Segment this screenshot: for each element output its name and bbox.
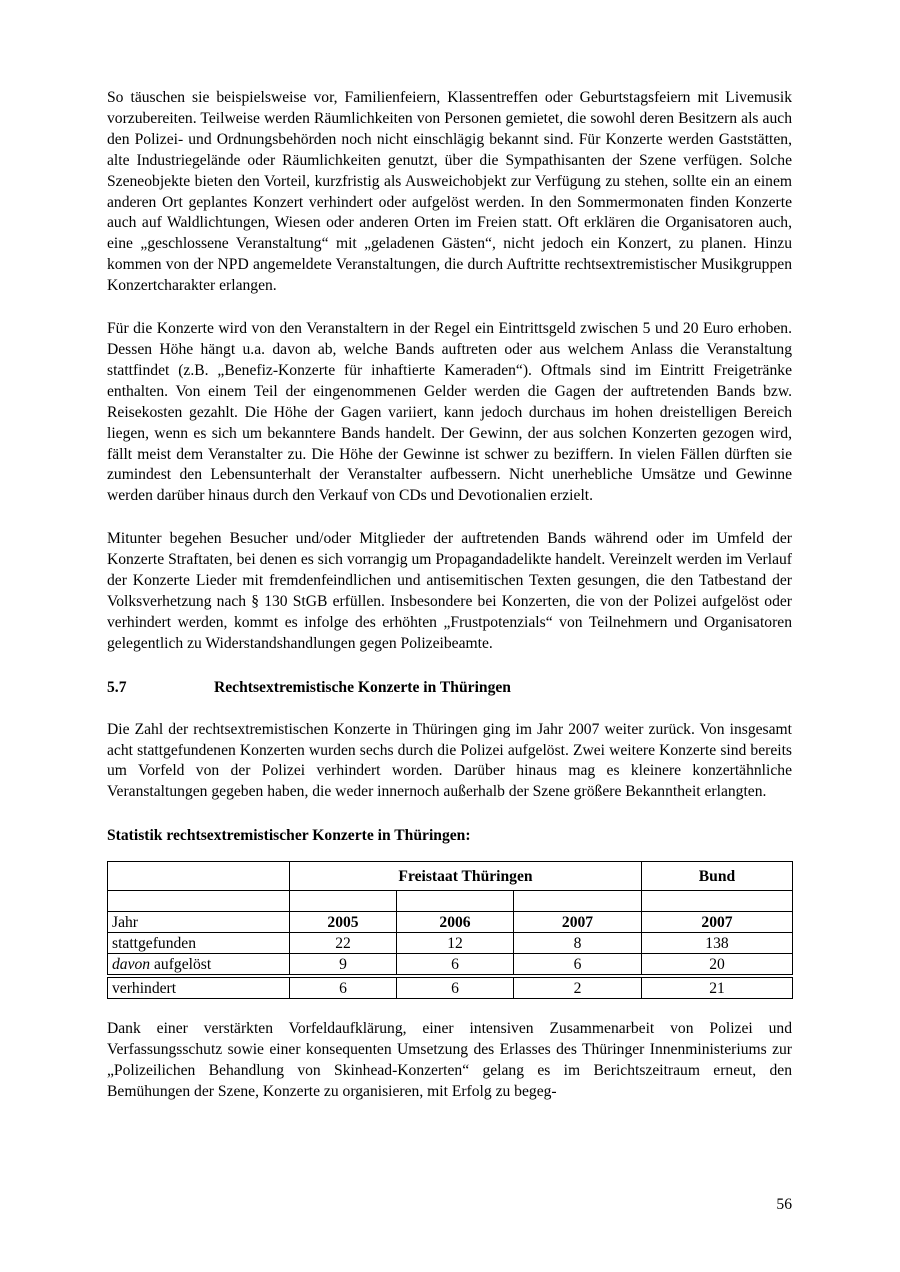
statistics-table [107,861,793,999]
blank-cell [514,891,642,912]
table-cell: 6 [290,976,397,999]
header-bund: Bund [642,862,793,891]
row-label-prefix: davon [112,955,151,973]
section-heading [107,677,792,698]
blank-cell [642,891,793,912]
table-title: Statistik rechtsextremistischer Konzerte in Thüringen: [107,827,471,845]
paragraph-1: So täuschen sie beispielsweise vor, Familienfeiern, Klassentreffen oder Geburtstagsfeiern mit Livemusik vorzubereiten. Teilweise werden Räumlichkeiten von Personen gemietet, die sowohl deren Besitzern als auch den Polizei- und Ordnungsbehörden noch nicht einschlägig bekannt sind. Für Konzerte werden Gaststätten, alte Industriegelände oder Räumlichkeiten genutzt, über die Sympathisanten der Szene verfügen. Solche Szeneobjekte bieten den Vorteil, kurzfristig als Ausweichobjekt zur Verfügung zu stehen, sollte ein an einem anderen Ort geplantes Konzert verhindert oder aufgelöst werden. In den Sommermonaten finden Konzerte auch auf Waldlichtungen, Wiesen oder anderen Orten im Freien statt. Oft erklären die Organisatoren auch, eine „geschlossene Veranstaltung“ mit „geladenen Gästen“, nicht jedoch ein Konzert, zu planen. Hinzu kommen von der NPD angemeldete Veranstaltungen, die durch Auftritte rechtsextremistischer Musikgruppen Konzertcharakter erlangen. [107,89,792,295]
row-label [108,954,290,977]
table-year-row [108,912,793,933]
row-label [108,933,290,954]
row-label [108,976,290,999]
document-page [107,88,792,1103]
paragraph-5: Dank einer verstärkten Vorfeldaufklärung, einer intensiven Zusammenarbeit von Polizei und Verfassungsschutz sowie einer konsequenten Umsetzung des Erlasses des Thüringer Innenministeriums zur „Polizeilichen Behandlung von Skinhead-Konzerten“ gelang es im Berichtszeitraum erneut, den Bemühungen der Szene, Konzerte zu organisieren, mit Erfolg zu begeg- [107,1020,792,1100]
table-row [108,976,793,999]
table-cell: 6 [397,954,514,977]
table-cell: 20 [642,954,793,977]
blank-cell [290,891,397,912]
table-cell: 9 [290,954,397,977]
year-cell: 2007 [642,912,793,933]
table-cell: 21 [642,976,793,999]
table-cell: 8 [514,933,642,954]
year-label: Jahr [108,912,290,933]
page-number: 56 [776,1196,792,1213]
table-header-row [108,862,793,891]
section-number: 5.7 [107,678,127,696]
table-cell: 6 [397,976,514,999]
table-cell: 6 [514,954,642,977]
year-cell: 2007 [514,912,642,933]
header-freistaat: Freistaat Thüringen [290,862,642,891]
row-label-text: verhindert [112,979,177,997]
table-header-empty [108,862,290,891]
row-label-text: stattgefunden [112,934,197,952]
year-cell: 2006 [397,912,514,933]
year-cell: 2005 [290,912,397,933]
table-cell: 2 [514,976,642,999]
table-row [108,933,793,954]
section-title: Rechtsextremistische Konzerte in Thüringen [214,678,511,696]
table-blank-row [108,891,793,912]
table-cell: 12 [397,933,514,954]
blank-cell [397,891,514,912]
row-label-text: aufgelöst [150,955,212,973]
paragraph-3: Mitunter begehen Besucher und/oder Mitglieder der auftretenden Bands während oder im Umfeld der Konzerte Straftaten, bei denen es sich vorrangig um Propagandadelikte handelt. Vereinzelt werden im Verlauf der Konzerte Lieder mit fremdenfeindlichen und antisemitischen Texten gesungen, die den Tatbestand der Volksverhetzung nach § 130 StGB erfüllen. Insbesondere bei Konzerten, die von der Polizei aufgelöst oder verhindert werden, kommt es infolge des erhöhten „Frustpotenzials“ von Teilnehmern und Organisatoren gelegentlich zu Widerstandshandlungen gegen Polizeibeamte. [107,530,792,652]
blank-cell [108,891,290,912]
table-cell: 138 [642,933,793,954]
table-cell: 22 [290,933,397,954]
paragraph-2: Für die Konzerte wird von den Veranstaltern in der Regel ein Eintrittsgeld zwischen 5 und 20 Euro erhoben. Dessen Höhe hängt u.a. davon ab, welche Bands auftreten oder aus welchem Anlass die Veranstaltung stattfindet (z.B. „Benefiz-Konzerte für inhaftierte Kameraden“). Oftmals sind im Eintritt Freigetränke enthalten. Von einem Teil der eingenommenen Gelder werden die Gagen der auftretenden Bands bzw. Reisekosten gezahlt. Die Höhe der Gagen variiert, kann jedoch durchaus im hohen dreistelligen Bereich liegen, wenn es sich um bekanntere Bands handelt. Der Gewinn, der aus solchen Konzerten gezogen wird, fällt meist dem Veranstalter zu. Die Höhe der Gewinne ist schwer zu beziffern. In vielen Fällen dürften sie zumindest den Lebensunterhalt der Veranstalter aufbessern. Nicht unerhebliche Umsätze und Gewinne werden darüber hinaus durch den Verkauf von CDs und Devotionalien erzielt. [107,320,792,505]
paragraph-4: Die Zahl der rechtsextremistischen Konzerte in Thüringen ging im Jahr 2007 weiter zurück. Von insgesamt acht stattgefundenen Konzerten wurden sechs durch die Polizei aufgelöst. Zwei weitere Konzerte sind bereits um Vorfeld von der Polizei verhindert worden. Darüber hinaus mag es kleinere konzertähnliche Veranstaltungen gegeben haben, die weder innernoch außerhalb der Szene größere Bekanntheit erlangten. [107,720,792,801]
table-row [108,954,793,977]
